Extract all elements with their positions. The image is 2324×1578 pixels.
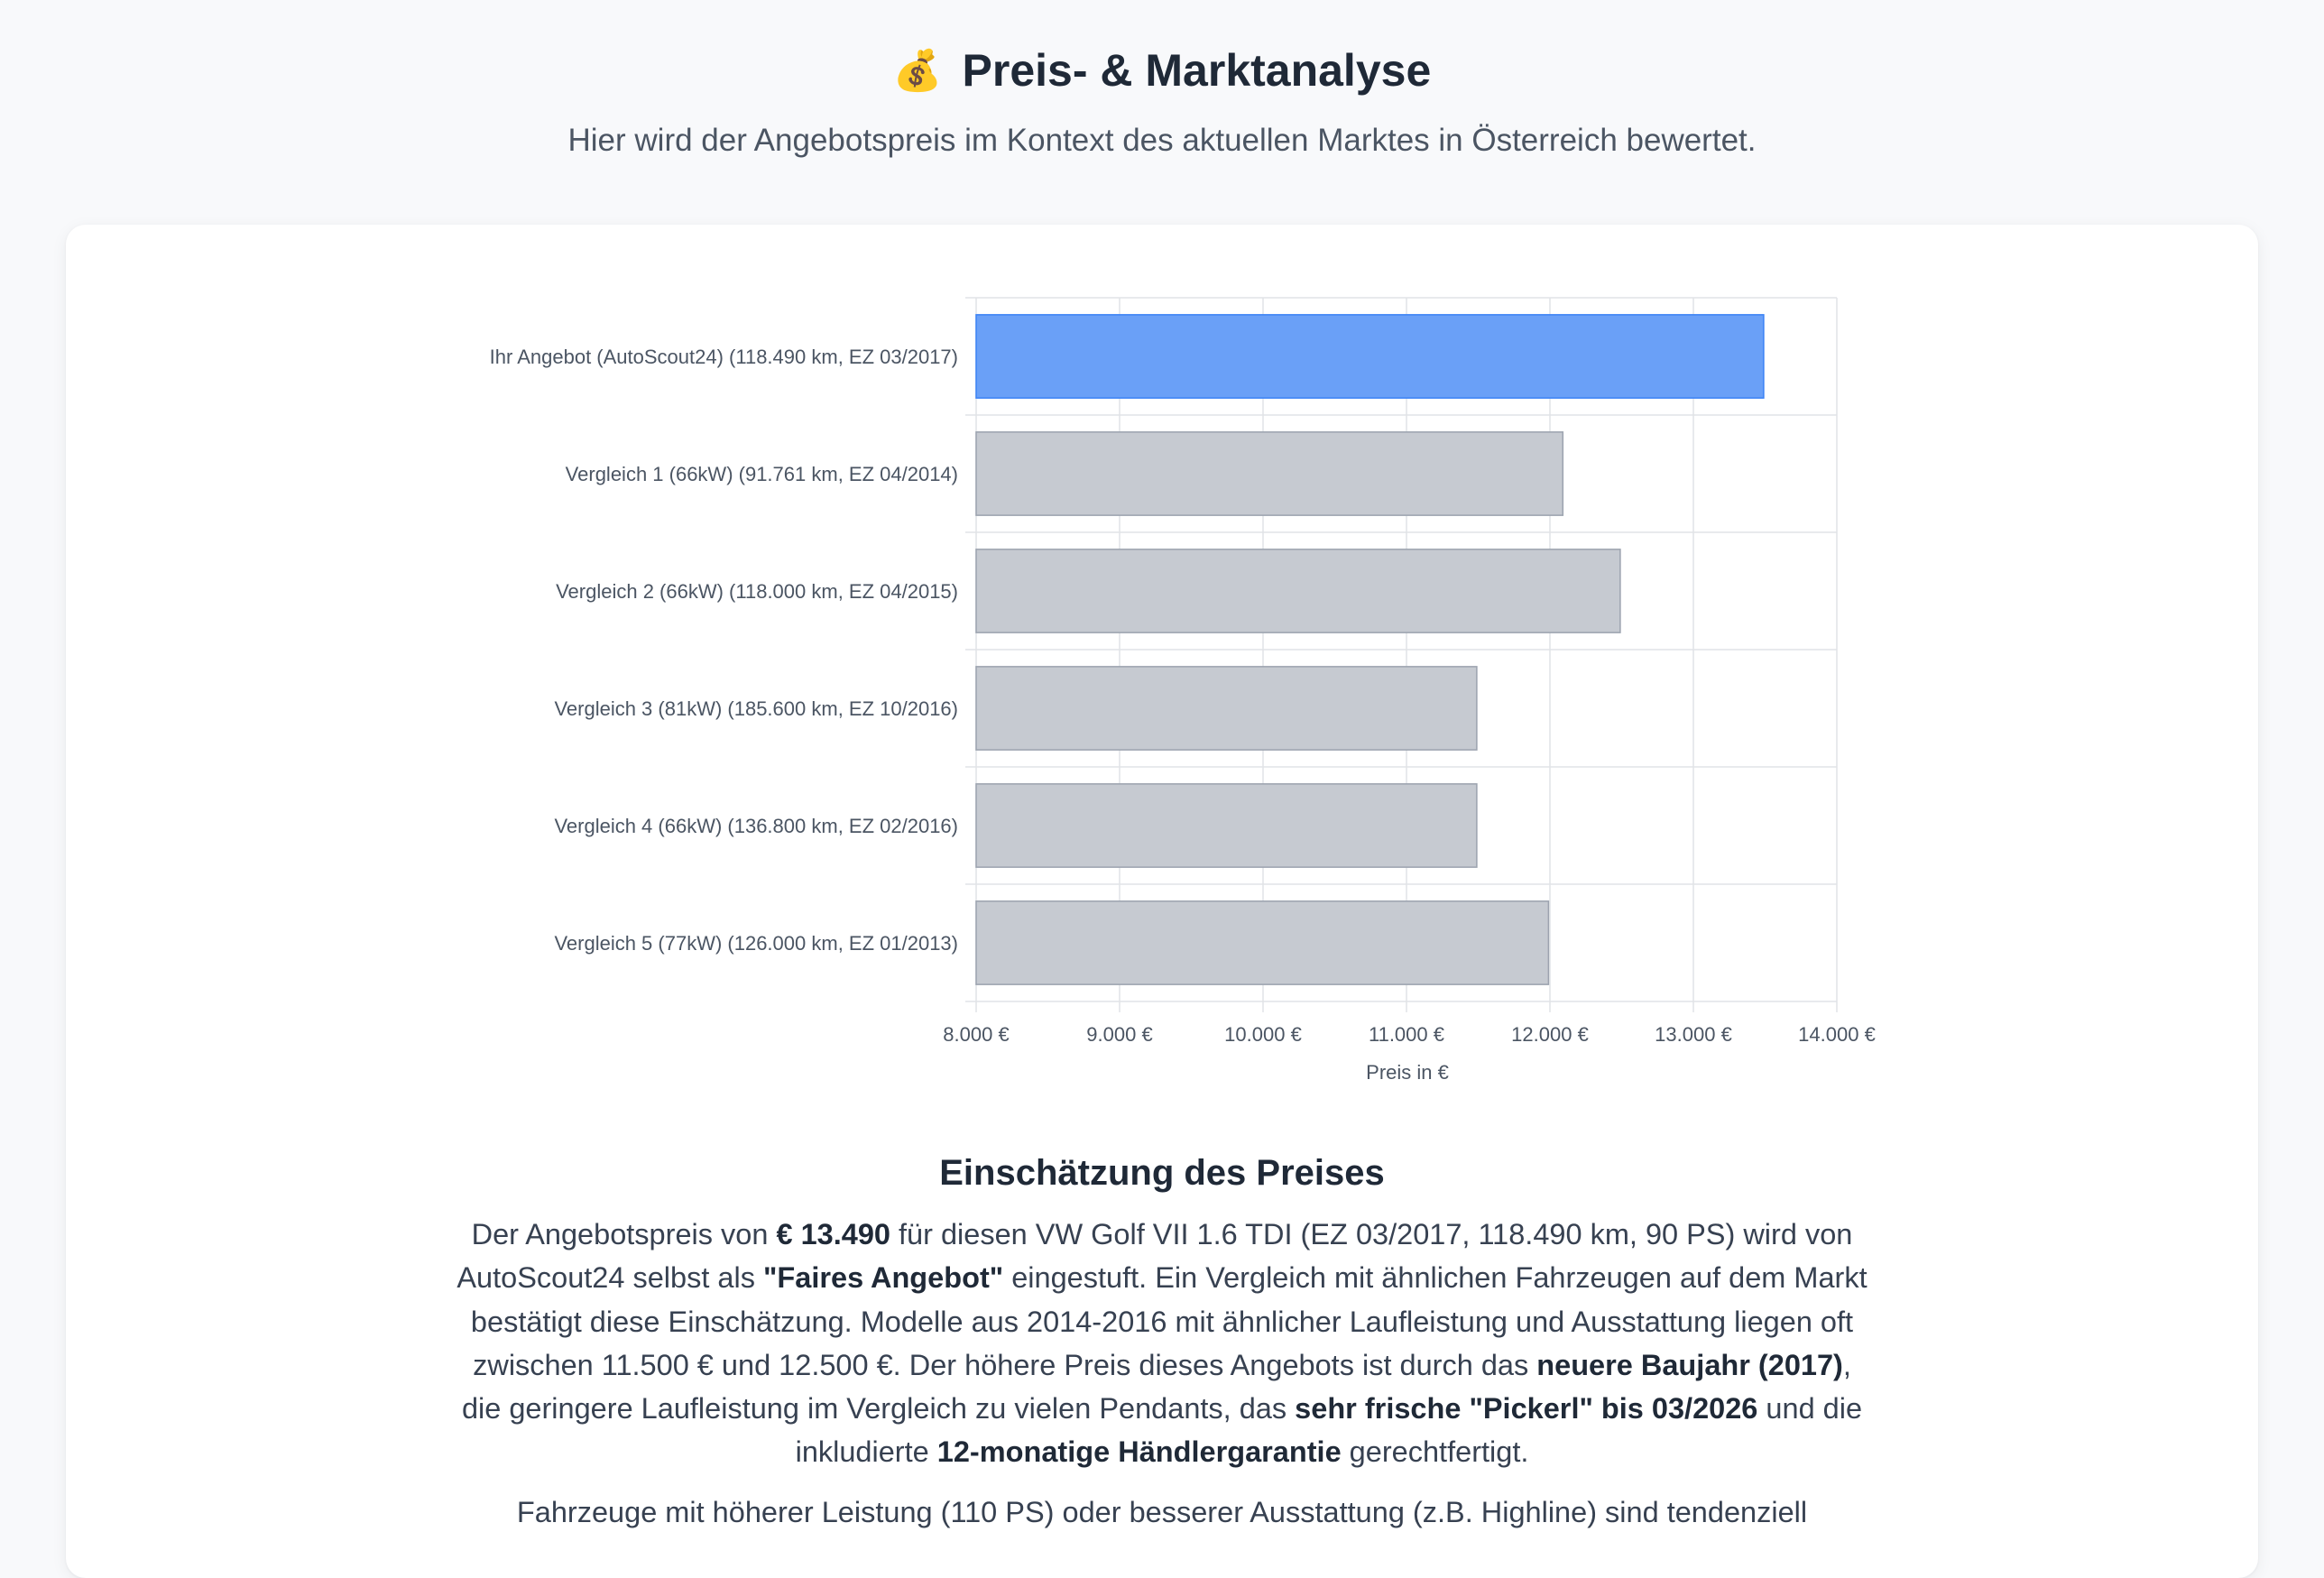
- fair-offer-label: "Faires Angebot": [763, 1261, 1004, 1295]
- category-label: Vergleich 4 (66kW) (136.800 km, EZ 02/2016): [554, 815, 958, 837]
- bar-compare-5: [976, 901, 1548, 984]
- offer-price: € 13.490: [776, 1218, 890, 1250]
- chart-x-axis-label: Preis in €: [1366, 1061, 1449, 1084]
- x-tick-label: 10.000 €: [1224, 1023, 1302, 1046]
- category-label: Vergleich 3 (81kW) (185.600 km, EZ 10/2016): [554, 697, 958, 720]
- money-bag-icon: 💰: [892, 49, 943, 93]
- bar-compare-1: [976, 432, 1563, 515]
- x-tick-label: 14.000 €: [1798, 1023, 1876, 1046]
- x-tick-label: 9.000 €: [1086, 1023, 1153, 1046]
- newer-year-label: neuere Baujahr (2017): [1536, 1348, 1843, 1381]
- category-label: Vergleich 2 (66kW) (118.000 km, EZ 04/2015): [556, 580, 958, 603]
- pickerl-label: sehr frische "Pickerl" bis 03/2026: [1295, 1392, 1758, 1426]
- bar-offer: [976, 315, 1764, 398]
- page-title-text: Preis- & Marktanalyse: [962, 45, 1432, 96]
- bar-compare-4: [976, 784, 1477, 867]
- chart-category-labels: [490, 346, 958, 955]
- page-subtitle: Hier wird der Angebotspreis im Kontext des aktuellen Marktes in Österreich bewertet.: [567, 123, 1757, 158]
- bar-compare-2: [976, 549, 1620, 632]
- category-label: Vergleich 5 (77kW) (126.000 km, EZ 01/2013): [554, 932, 958, 955]
- x-tick-label: 8.000 €: [943, 1023, 1010, 1046]
- x-tick-label: 12.000 €: [1511, 1023, 1589, 1046]
- assessment-paragraph-2: Fahrzeuge mit höherer Leistung (110 PS) oder besserer Ausstattung (z.B. Highline) sind tendenziell: [516, 1496, 1808, 1528]
- x-tick-label: 13.000 €: [1655, 1023, 1732, 1046]
- x-tick-label: 11.000 €: [1368, 1023, 1445, 1046]
- category-label: Ihr Angebot (AutoScout24) (118.490 km, EZ 03/2017): [489, 346, 958, 368]
- assessment-paragraph-1: Der Angebotspreis von € 13.490 für diesen VW Golf VII 1.6 TDI (EZ 03/2017, 118.490 km, 90 PS) wird von AutoScout24 selbst als "Faires Angebot" eingestuft. Ein Vergleich mit ähnlichen Fahrzeugen auf dem Markt bestätigt diese Einschätzung. Modelle aus 2014-2016 mit ähnlicher Laufleistung und Ausstattung liegen oft zwischen 11.500 € und 12.500 €. Der höhere Preis dieses Angebots ist durch das neuere Baujahr (2017), die geringere Laufleistung im Vergleich zu vielen Pendants, das sehr frische "Pickerl" bis 03/2026 und die inkludierte 12-monatige Händlergarantie gerechtfertigt.: [456, 1218, 1868, 1469]
- category-label: Vergleich 1 (66kW) (91.761 km, EZ 04/2014): [565, 463, 958, 485]
- bar-compare-3: [976, 667, 1477, 750]
- assessment-heading: Einschätzung des Preises: [939, 1153, 1385, 1193]
- warranty-label: 12-monatige Händlergarantie: [936, 1435, 1342, 1469]
- chart-x-ticks: [943, 1023, 1876, 1046]
